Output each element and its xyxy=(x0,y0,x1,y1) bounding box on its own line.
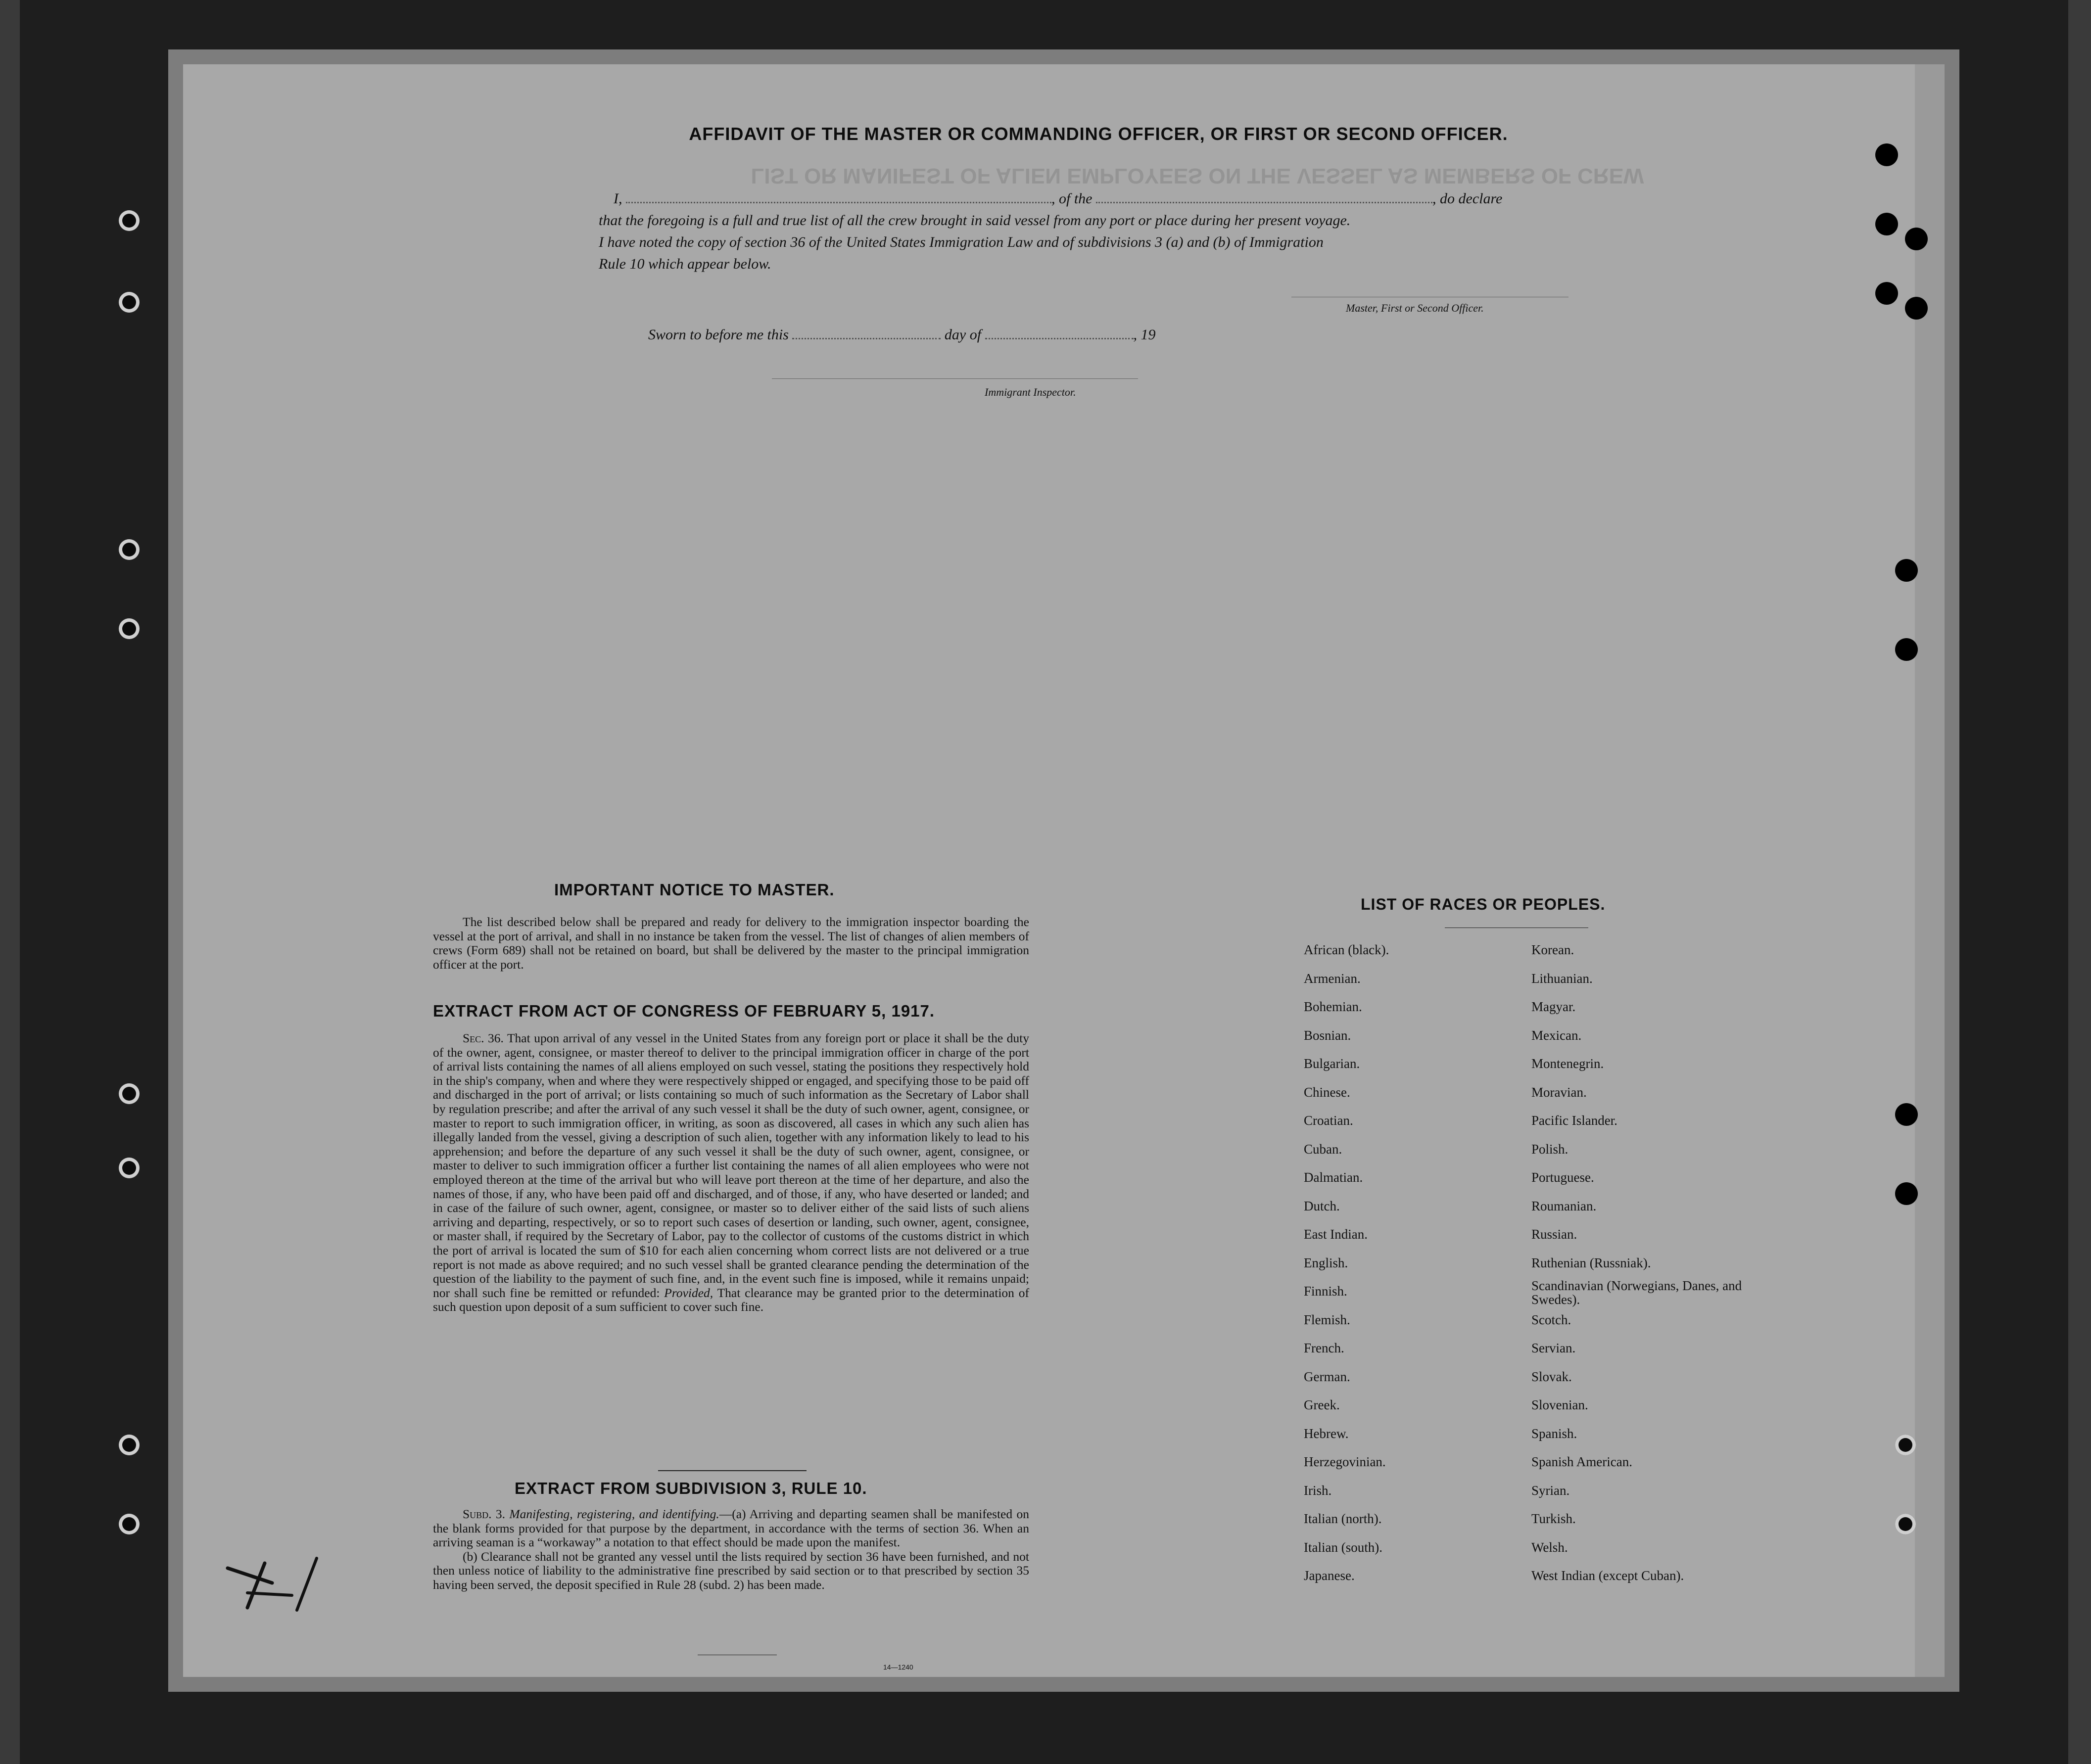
race-item: Russian. xyxy=(1531,1227,1577,1242)
race-item: Herzegovinian. xyxy=(1304,1454,1386,1469)
race-item: Irish. xyxy=(1304,1483,1332,1498)
punch-hole-icon xyxy=(1905,228,1928,250)
section-text: That upon arrival of any vessel in the United States from any foreign port or place it shall be the duty of the owner, agent, consignee, or master thereof to deliver to the principal immigration officer in charge of the port of arrival lists containing the names of all aliens employed on such vessel, stating the positions they respectively hold in the ship's company, when and where they were respectively shipped or engaged, and specifying those to be paid off and discharged in the port of arrival; or lists containing so much of such information as the Secretary of Labor shall by regulation prescribe; and after the arrival of any such vessel it shall be the duty of such owner, agent, consignee, or master to report to such immigration officer, in writing, as soon as discovered, all cases in which any such alien has illegally landed from the vessel, giving a description of such alien, together with any information likely to lead to his apprehension; and before the departure of any such vessel it shall be the duty of such owner, agent, consignee, or master to deliver to such immigration officer a further list containing the names of all alien employees who were not employed thereon at the time of the arrival but who will leave port thereon at the time of her departure, and also the names of those, if any, who have been paid off and discharged, and of those, if any, who have deserted or landed; and in case of the failure of such owner, agent, consignee, or master so to deliver either of the said lists of such aliens arriving and departing, respectively, or so to report such cases of desertion or landing, such owner, agent, consignee, or master shall, if required by the Secretary of Labor, pay to the collector of customs of the customs district in which the port of arrival is located the sum of $10 for each alien concerning whom correct lists are not delivered or a true report is not made as above required; and no such vessel shall be granted clearance pending the determination of the question of the liability to the payment of such fine, and, in the event such fine is imposed, while it remains unpaid; nor shall such fine be remitted or refunded: xyxy=(433,1031,1029,1300)
sworn-prefix: Sworn to before me this xyxy=(648,326,789,343)
inspector-label: Immigrant Inspector. xyxy=(985,386,1076,398)
affidavit-line-4: Rule 10 which appear below. xyxy=(599,256,771,272)
notice-body xyxy=(433,915,1029,972)
signature-label: Master, First or Second Officer. xyxy=(1346,302,1484,314)
race-item: Roumanian. xyxy=(1531,1198,1597,1213)
race-item: Dalmatian. xyxy=(1304,1170,1363,1185)
race-item: East Indian. xyxy=(1304,1227,1368,1242)
race-item: West Indian (except Cuban). xyxy=(1531,1568,1684,1583)
extract-act-body xyxy=(433,1031,1029,1314)
bleed-through-column xyxy=(312,440,321,485)
race-item: English. xyxy=(1304,1255,1348,1270)
notice-title: IMPORTANT NOTICE TO MASTER. xyxy=(554,881,835,899)
race-item: Ruthenian (Russniak). xyxy=(1531,1255,1651,1270)
race-item: Flemish. xyxy=(1304,1312,1350,1327)
race-item: Scotch. xyxy=(1531,1312,1571,1327)
subd-a-text: —(a) Arriving and departing seamen shall be manifested on the blank forms provided for that purpose by the department, in accordance with the terms of section 36. When an arriving seaman is a “workaway” a notation to that effect should be made upon the manifest. xyxy=(433,1507,1029,1550)
binding-hole-icon xyxy=(119,1083,140,1104)
race-item: Lithuanian. xyxy=(1531,971,1593,986)
race-item: Chinese. xyxy=(1304,1084,1350,1100)
affidavit-title: AFFIDAVIT OF THE MASTER OR COMMANDING OFFICER, OR FIRST OR SECOND OFFICER. xyxy=(689,124,1508,144)
race-item: Polish. xyxy=(1531,1141,1568,1157)
race-item: Portuguese. xyxy=(1531,1170,1594,1185)
race-item: Bulgarian. xyxy=(1304,1056,1360,1071)
document-page xyxy=(183,64,1945,1677)
extract-rule-body xyxy=(433,1507,1029,1592)
sworn-day-of: day of xyxy=(944,326,982,343)
sworn-year: , 19 xyxy=(1133,326,1156,343)
subd-label: Subd. 3. xyxy=(463,1507,506,1521)
punch-hole-icon xyxy=(1895,1514,1916,1534)
race-item: Magyar. xyxy=(1531,999,1576,1014)
race-item: Scandinavian (Norwegians, Danes, and Swedes). xyxy=(1531,1278,1742,1307)
binding-hole-icon xyxy=(119,618,140,639)
race-item: Bosnian. xyxy=(1304,1027,1351,1043)
race-item: African (black). xyxy=(1304,942,1389,957)
affidavit-line-3: I have noted the copy of section 36 of the United States Immigration Law and of subdivisions 3 (a) and (b) of Immigration xyxy=(599,234,1324,250)
race-item: Croatian. xyxy=(1304,1113,1353,1128)
race-item: Korean. xyxy=(1531,942,1574,957)
notice-paragraph: The list described below shall be prepared and ready for delivery to the immigration inspector boarding the vessel at the port of arrival, and shall in no instance be taken from the vessel. The list of changes of alien members of crews (Form 689) shall not be retained on board, but shall be delivered by the master to the principal immigration officer at the port. xyxy=(433,915,1029,972)
race-item: Hebrew. xyxy=(1304,1426,1349,1441)
race-item: Dutch. xyxy=(1304,1198,1340,1213)
bleed-through-text: LIST OR MANIFEST OF ALIEN EMPLOYEES ON THE VESSEL AS MEMBERS OF CREW xyxy=(751,164,1644,188)
race-item: Bohemian. xyxy=(1304,999,1362,1014)
punch-hole-icon xyxy=(1895,1435,1916,1455)
binding-hole-icon xyxy=(119,1158,140,1178)
affidavit-line-2: that the foregoing is a full and true list of all the crew brought in said vessel from any port or place during her present voyage. xyxy=(599,212,1351,229)
punch-hole-icon xyxy=(1905,297,1928,320)
punch-hole-icon xyxy=(1895,559,1918,582)
affidavit-declare: , do declare xyxy=(1432,190,1503,207)
race-item: Spanish American. xyxy=(1531,1454,1632,1469)
race-item: Finnish. xyxy=(1304,1284,1347,1299)
race-item: Moravian. xyxy=(1531,1084,1587,1100)
race-item: Armenian. xyxy=(1304,971,1361,986)
subd-b-text: (b) Clearance shall not be granted any vessel until the lists required by section 36 have been furnished, and not then unless notice of liability to the administrative fine prescribed by said section or to that prescribed by section 35 having been served, the deposit specified in Rule 28 (subd. 2) has been made. xyxy=(433,1549,1029,1592)
binding-hole-icon xyxy=(119,1435,140,1455)
race-item: Greek. xyxy=(1304,1397,1340,1412)
sworn-day-blank[interactable] xyxy=(792,326,941,339)
punch-hole-icon xyxy=(1875,143,1898,166)
race-item: Servian. xyxy=(1531,1341,1576,1355)
race-item: Italian (south). xyxy=(1304,1539,1382,1555)
affidavit-i: I, xyxy=(614,190,622,207)
race-item: Mexican. xyxy=(1531,1027,1582,1043)
binding-hole-icon xyxy=(119,1514,140,1534)
inspector-line xyxy=(772,378,1138,379)
binding-hole-icon xyxy=(119,292,140,313)
race-item: French. xyxy=(1304,1341,1344,1355)
scan-edge-right xyxy=(2068,0,2091,1764)
race-item: Pacific Islander. xyxy=(1531,1113,1617,1128)
binding-hole-icon xyxy=(119,210,140,231)
race-item: Syrian. xyxy=(1531,1483,1570,1498)
section-label: Sec. 36. xyxy=(463,1031,504,1045)
punch-hole-icon xyxy=(1895,1182,1918,1205)
extract-act-title: EXTRACT FROM ACT OF CONGRESS OF FEBRUARY 5, 1917. xyxy=(433,1002,935,1020)
punch-hole-icon xyxy=(1895,638,1918,661)
name-blank[interactable] xyxy=(626,190,1051,203)
race-item: Slovak. xyxy=(1531,1369,1572,1384)
section-text-end: That clearance may be granted prior to the determination of such question upon deposit of a sum sufficient to cover such fine. xyxy=(433,1285,1029,1314)
subd-heading: Manifesting, registering, and identifying. xyxy=(509,1507,719,1521)
race-item: German. xyxy=(1304,1369,1350,1384)
affidavit-line-1 xyxy=(599,188,1598,210)
race-item: Slovenian. xyxy=(1531,1397,1588,1412)
vessel-blank[interactable] xyxy=(1096,190,1432,203)
sworn-month-blank[interactable] xyxy=(985,326,1134,339)
races-title: LIST OF RACES OR PEOPLES. xyxy=(1361,895,1606,913)
race-item: Turkish. xyxy=(1531,1511,1576,1526)
section-divider xyxy=(658,1470,807,1471)
extract-rule-title: EXTRACT FROM SUBDIVISION 3, RULE 10. xyxy=(515,1479,867,1497)
sworn-line xyxy=(648,324,1648,346)
scan-edge-left xyxy=(0,0,20,1764)
race-item: Spanish. xyxy=(1531,1426,1577,1441)
race-item: Japanese. xyxy=(1304,1568,1355,1583)
binding-hole-icon xyxy=(119,539,140,560)
punch-hole-icon xyxy=(1875,282,1898,305)
affidavit-of-the: , of the xyxy=(1051,190,1093,207)
punch-hole-icon xyxy=(1895,1103,1918,1126)
provided-word: Provided, xyxy=(664,1285,713,1300)
race-item: Cuban. xyxy=(1304,1141,1342,1157)
form-number: 14—1240 xyxy=(883,1663,913,1671)
race-item: Italian (north). xyxy=(1304,1511,1382,1526)
race-item: Montenegrin. xyxy=(1531,1056,1604,1071)
punch-hole-icon xyxy=(1875,213,1898,235)
race-item: Welsh. xyxy=(1531,1539,1568,1555)
handwritten-mark-icon xyxy=(218,1548,346,1613)
